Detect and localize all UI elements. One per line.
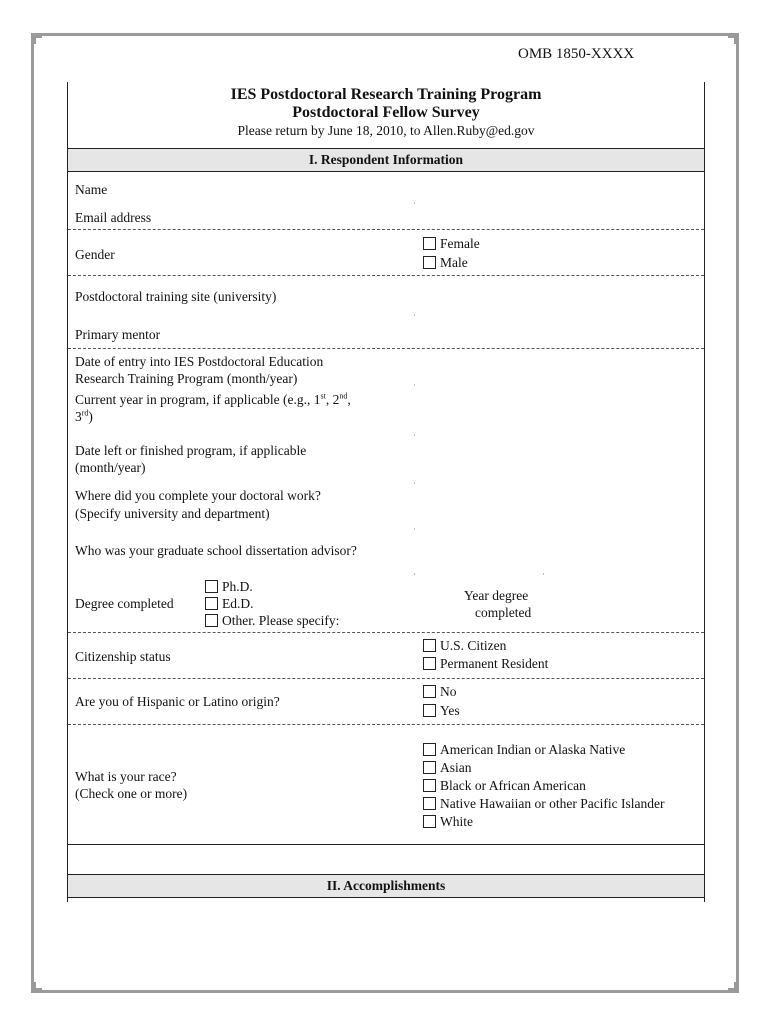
hispanic-label: Are you of Hispanic or Latino origin?: [75, 694, 280, 709]
training-site-label: Postdoctoral training site (university): [75, 289, 277, 304]
return-instructions: Please return by June 18, 2010, to Allen.Ruby@ed.gov: [237, 123, 535, 138]
hispanic-yes-checkbox[interactable]: [423, 703, 460, 718]
date-left-label-line1: Date left or finished program, if applicable: [75, 443, 307, 458]
row-divider: [68, 632, 704, 633]
program-title: IES Postdoctoral Research Training Program: [230, 86, 542, 103]
current-year-text: Current year in program, if applicable (e.g., 1: [75, 392, 321, 407]
checkbox-label: U.S. Citizen: [440, 638, 507, 653]
checkbox-box[interactable]: [423, 704, 436, 717]
date-left-label-line2: (month/year): [75, 460, 146, 475]
field-mark: [414, 573, 415, 575]
race-white-checkbox[interactable]: [423, 814, 473, 829]
checkbox-box[interactable]: [423, 779, 436, 792]
corner-mark: [34, 982, 42, 990]
field-mark: [414, 202, 415, 204]
row-divider: [68, 275, 704, 276]
field-mark: [414, 528, 415, 530]
checkbox-label: Male: [440, 255, 468, 270]
race-native-hawaiian-checkbox[interactable]: [423, 796, 665, 811]
checkbox-label: Black or African American: [440, 778, 586, 793]
checkbox-box[interactable]: [205, 580, 218, 593]
checkbox-label: Ph.D.: [222, 579, 253, 594]
checkbox-label: White: [440, 814, 473, 829]
corner-mark: [728, 36, 736, 44]
field-mark: [414, 314, 415, 316]
ordinal-suffix: rd: [81, 408, 89, 418]
ordinal-suffix: nd: [339, 391, 348, 401]
entry-date-label-line1: Date of entry into IES Postdoctoral Education: [75, 354, 324, 369]
citizenship-permanent-checkbox[interactable]: [423, 656, 548, 671]
race-black-checkbox[interactable]: [423, 778, 586, 793]
race-asian-checkbox[interactable]: [423, 760, 472, 775]
current-year-label: [75, 391, 351, 408]
title-block: [68, 86, 704, 139]
current-year-text: 3: [75, 409, 82, 424]
checkbox-box[interactable]: [205, 614, 218, 627]
dissertation-advisor-label: Who was your graduate school dissertation advisor?: [75, 543, 357, 558]
checkbox-box[interactable]: [423, 685, 436, 698]
degree-phd-checkbox[interactable]: [205, 579, 253, 594]
field-mark: [414, 434, 415, 436]
checkbox-box[interactable]: [205, 597, 218, 610]
race-label-line2: (Check one or more): [75, 786, 188, 801]
degree-edd-checkbox[interactable]: [205, 596, 254, 611]
race-label-line1: What is your race?: [75, 769, 177, 784]
doctoral-work-label-line2: (Specify university and department): [75, 506, 270, 521]
checkbox-label: Native Hawaiian or other Pacific Islander: [440, 796, 665, 811]
citizenship-us-checkbox[interactable]: [423, 638, 506, 653]
row-divider: [68, 724, 704, 725]
survey-title: Postdoctoral Fellow Survey: [292, 104, 480, 121]
citizenship-label: Citizenship status: [75, 649, 171, 664]
email-label: Email address: [75, 210, 152, 225]
checkbox-box[interactable]: [423, 797, 436, 810]
name-label: Name: [75, 182, 108, 197]
gender-label: Gender: [75, 247, 115, 262]
row-divider: [68, 678, 704, 679]
entry-date-label-line2: Research Training Program (month/year): [75, 371, 298, 386]
row-divider: [68, 348, 704, 349]
year-completed-label: completed: [475, 605, 532, 620]
checkbox-box[interactable]: [423, 256, 436, 269]
checkbox-label: Female: [440, 236, 480, 251]
degree-other-checkbox[interactable]: [205, 613, 339, 628]
primary-mentor-label: Primary mentor: [75, 327, 161, 342]
section-header-respondent-information: I. Respondent Information: [68, 148, 704, 172]
field-mark: [414, 482, 415, 484]
race-american-indian-checkbox[interactable]: [423, 742, 625, 757]
year-degree-label: Year degree: [464, 588, 529, 603]
checkbox-label: Yes: [440, 703, 460, 718]
gender-female-checkbox[interactable]: [423, 236, 480, 251]
field-mark: [543, 573, 544, 575]
corner-mark: [34, 36, 42, 44]
current-year-text: ,: [347, 392, 351, 407]
checkbox-box[interactable]: [423, 237, 436, 250]
checkbox-box[interactable]: [423, 639, 436, 652]
checkbox-label: Ed.D.: [222, 596, 254, 611]
survey-form: [67, 82, 705, 902]
section-header-accomplishments: II. Accomplishments: [68, 874, 704, 898]
omb-number: OMB 1850-XXXX: [518, 46, 635, 62]
checkbox-box[interactable]: [423, 657, 436, 670]
ordinal-suffix: st: [320, 391, 326, 401]
field-mark: [414, 384, 415, 386]
row-divider: [68, 844, 704, 845]
row-divider: [68, 229, 704, 230]
gender-male-checkbox[interactable]: [423, 255, 468, 270]
current-year-text: , 2: [325, 392, 340, 407]
corner-mark: [728, 982, 736, 990]
checkbox-box[interactable]: [423, 743, 436, 756]
checkbox-label: Other. Please specify:: [222, 613, 340, 628]
checkbox-label: No: [440, 684, 457, 699]
checkbox-box[interactable]: [423, 761, 436, 774]
checkbox-box[interactable]: [423, 815, 436, 828]
checkbox-label: Asian: [440, 760, 472, 775]
checkbox-label: Permanent Resident: [440, 656, 549, 671]
hispanic-no-checkbox[interactable]: [423, 684, 457, 699]
degree-completed-label: Degree completed: [75, 596, 174, 611]
current-year-text: ): [88, 409, 93, 424]
checkbox-label: American Indian or Alaska Native: [440, 742, 626, 757]
doctoral-work-label-line1: Where did you complete your doctoral work?: [75, 488, 321, 503]
current-year-label-line2: [75, 408, 93, 425]
